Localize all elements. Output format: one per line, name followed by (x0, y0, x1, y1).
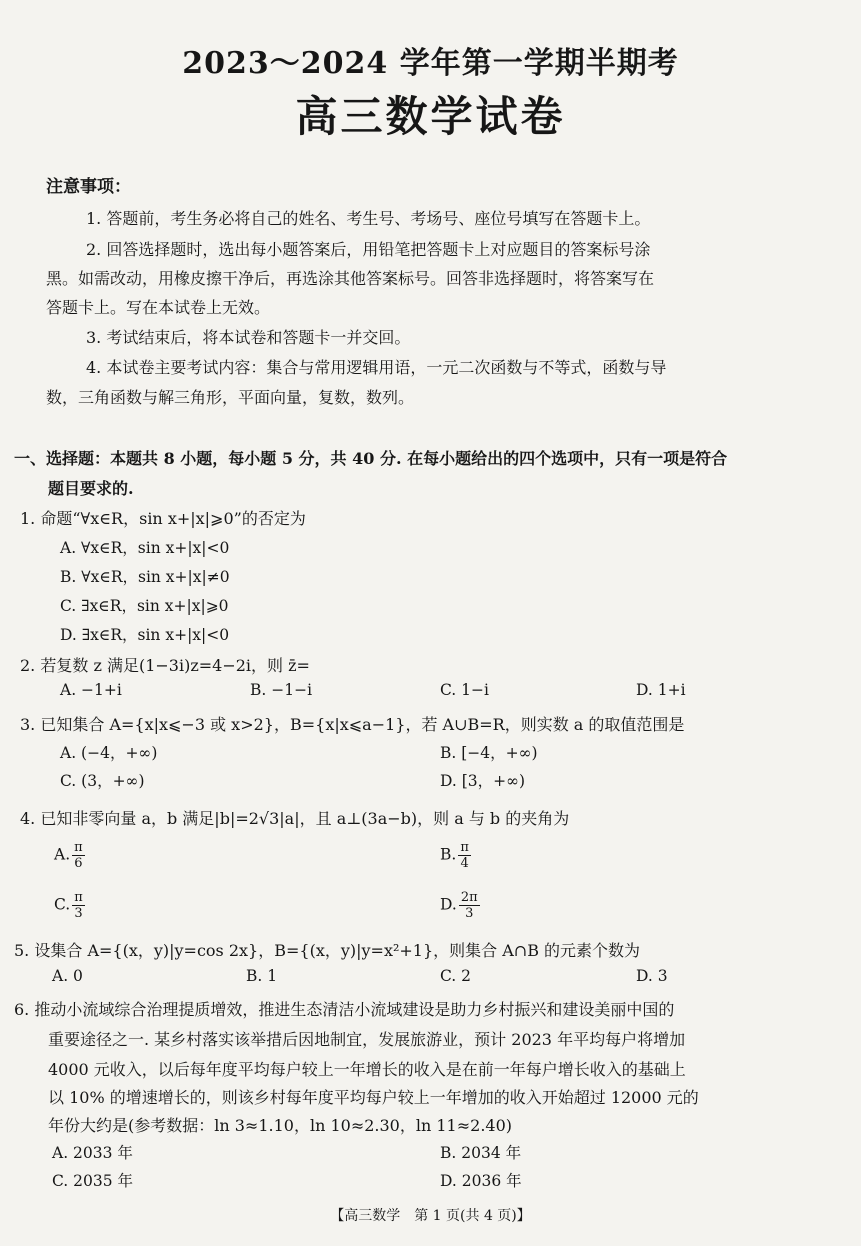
page-footer: 【高三数学 第 1 页(共 4 页)】 (330, 1208, 531, 1224)
question-2-stem: 2. 若复数 z 满足(1−3i)z=4−2i，则 z̄= (20, 656, 310, 675)
question-2-option-d: D. 1+i (636, 681, 686, 699)
notice-line-7: 数，三角函数与解三角形，平面向量，复数，数列。 (46, 388, 415, 407)
question-4-option-a-label: A. (54, 845, 71, 864)
question-4-option-a (54, 840, 85, 871)
question-4-option-d-label: D. (440, 895, 457, 914)
question-4-option-a-fraction (72, 840, 85, 871)
question-5-option-b: B. 1 (246, 967, 278, 985)
question-1-option-c: C. ∃x∈R，sin x+|x|⩾0 (60, 597, 229, 615)
question-6-option-d: D. 2036 年 (440, 1172, 522, 1190)
question-2-option-a: A. −1+i (60, 681, 122, 699)
notice-line-3: 黑。如需改动，用橡皮擦干净后，再选涂其他答案标号。回答非选择题时，将答案写在 (46, 269, 655, 288)
notice-line-5: 3. 考试结束后，将本试卷和答题卡一并交回。 (86, 328, 411, 347)
question-4-option-c (54, 890, 85, 921)
fraction-denominator: 6 (74, 856, 83, 871)
question-6-line-2: 重要途径之一. 某乡村落实该举措后因地制宜，发展旅游业，预计 2023 年平均每户将增加 (48, 1030, 686, 1049)
question-6-option-c: C. 2035 年 (52, 1172, 134, 1190)
question-2-option-b: B. −1−i (250, 681, 313, 699)
notice-line-2: 2. 回答选择题时，选出每小题答案后，用铅笔把答题卡上对应题目的答案标号涂 (86, 240, 651, 259)
section-heading-line1: 一、选择题：本题共 8 小题，每小题 5 分，共 40 分. 在每小题给出的四个选项中，只有一项是符合 (14, 449, 728, 468)
question-4-option-d (440, 890, 480, 921)
question-3-option-a: A. (−4，+∞) (60, 744, 158, 762)
question-6-line-5: 年份大约是(参考数据：ln 3≈1.10，ln 10≈2.30，ln 11≈2.40) (48, 1116, 513, 1135)
question-6-line-3: 4000 元收入，以后每年度平均每户较上一年增长的收入是在前一年每户增长收入的基础上 (48, 1060, 686, 1079)
fraction-denominator: 4 (460, 856, 469, 871)
exam-title-line1: 2023～2024 学年第一学期半期考 (182, 46, 679, 81)
notice-line-1: 1. 答题前，考生务必将自己的姓名、考生号、考场号、座位号填写在答题卡上。 (86, 209, 651, 228)
question-4-stem: 4. 已知非零向量 a，b 满足|b|=2√3|a|，且 a⊥(3a−b)，则 a 与 b 的夹角为 (20, 809, 570, 828)
question-3-option-c: C. (3，+∞) (60, 772, 145, 790)
question-2-option-c: C. 1−i (440, 681, 489, 699)
notice-line-6: 4. 本试卷主要考试内容：集合与常用逻辑用语，一元二次函数与不等式，函数与导 (86, 358, 667, 377)
fraction-numerator: 2π (460, 890, 478, 905)
question-1-option-b: B. ∀x∈R，sin x+|x|≠0 (60, 568, 230, 586)
question-5-stem: 5. 设集合 A={(x，y)|y=cos 2x}，B={(x，y)|y=x²+1}，则集合 A∩B 的元素个数为 (14, 941, 641, 960)
notice-heading: 注意事项： (46, 177, 131, 197)
question-6-line-4: 以 10% 的增速增长的，则该乡村每年度平均每户较上一年增加的收入开始超过 12000 元的 (48, 1088, 699, 1107)
question-4-option-c-label: C. (54, 895, 71, 914)
section-heading-line2: 题目要求的. (48, 479, 134, 498)
question-5-option-d: D. 3 (636, 967, 668, 985)
question-4-option-b-fraction (458, 840, 471, 871)
question-1-stem: 1. 命题“∀x∈R，sin x+|x|⩾0”的否定为 (20, 509, 306, 528)
question-3-option-d: D. [3，+∞) (440, 772, 526, 790)
question-1-option-d: D. ∃x∈R，sin x+|x|<0 (60, 626, 230, 644)
fraction-numerator: π (74, 840, 83, 855)
question-5-option-c: C. 2 (440, 967, 472, 985)
question-5-option-a: A. 0 (52, 967, 83, 985)
question-6-option-b: B. 2034 年 (440, 1144, 522, 1162)
question-4-option-c-fraction (72, 890, 85, 921)
fraction-denominator: 3 (465, 906, 474, 921)
question-4-option-b (440, 840, 471, 871)
question-4-option-b-label: B. (440, 845, 457, 864)
question-6-option-a: A. 2033 年 (52, 1144, 133, 1162)
question-3-stem: 3. 已知集合 A={x|x⩽−3 或 x>2}，B={x|x⩽a−1}，若 A∪B=R，则实数 a 的取值范围是 (20, 715, 685, 734)
question-3-option-b: B. [−4，+∞) (440, 744, 538, 762)
question-1-option-a: A. ∀x∈R，sin x+|x|<0 (60, 539, 230, 557)
fraction-numerator: π (74, 890, 83, 905)
fraction-denominator: 3 (74, 906, 83, 921)
notice-line-4: 答题卡上。写在本试卷上无效。 (46, 298, 271, 317)
question-4-option-d-fraction (459, 890, 480, 921)
exam-title-line2: 高三数学试卷 (295, 92, 566, 141)
fraction-numerator: π (460, 840, 469, 855)
question-6-line-1: 6. 推动小流域综合治理提质增效，推进生态清洁小流域建设是助力乡村振兴和建设美丽中国的 (14, 1000, 675, 1019)
